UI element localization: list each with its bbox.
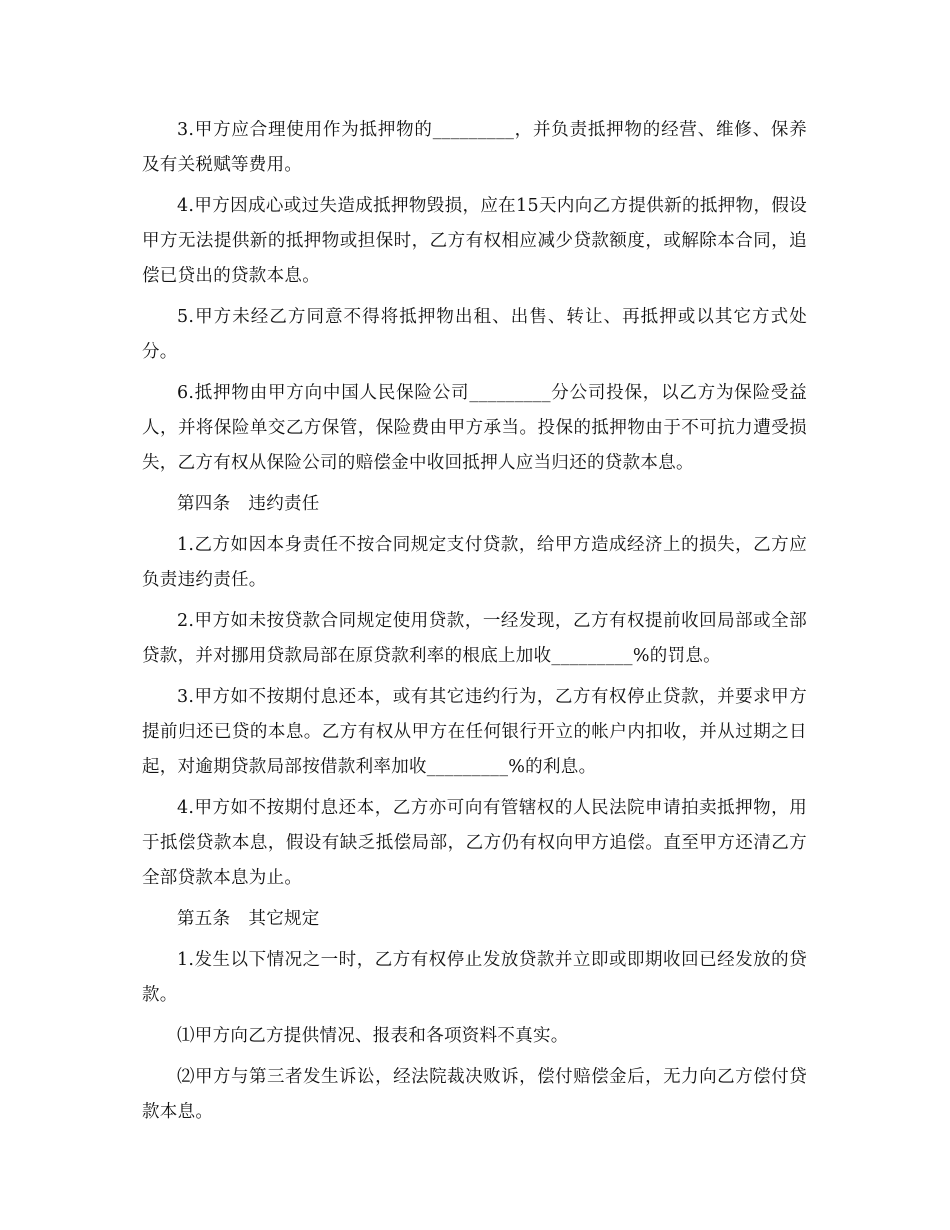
article-5-title: 其它规定: [248, 909, 320, 929]
clause-3-5: 5.甲方未经乙方同意不得将抵押物出租、出售、转让、再抵押或以其它方式处分。: [142, 307, 807, 362]
article-5-number: 第五条: [177, 909, 231, 929]
article-5-heading: [142, 902, 807, 937]
article-4-title: 违约责任: [248, 494, 320, 514]
article-4-heading: [142, 487, 807, 522]
article-4-number: 第四条: [177, 494, 231, 514]
clause-4-3: 3.甲方如不按期付息还本，或有其它违约行为，乙方有权停止贷款，并要求甲方提前归还已贷的本息。乙方有权从甲方在任何银行开立的帐户内扣收，并从过期之日起，对逾期贷款局部按借款利率加收_________%的利息。: [142, 687, 807, 777]
clause-4-4: 4.甲方如不按期付息还本，乙方亦可向有管辖权的人民法院申请拍卖抵押物，用于抵偿贷款本息，假设有缺乏抵偿局部，乙方仍有权向甲方追偿。直至甲方还清乙方全部贷款本息为止。: [142, 798, 807, 888]
document-body: [142, 113, 807, 1136]
clause-4-1: 1.乙方如因本身责任不按合同规定支付贷款，给甲方造成经济上的损失，乙方应负责违约责任。: [142, 535, 807, 590]
clause-4-2: 2.甲方如未按贷款合同规定使用贷款，一经发现，乙方有权提前收回局部或全部贷款，并对挪用贷款局部在原贷款利率的根底上加收_________%的罚息。: [142, 611, 807, 666]
clause-5-1-item-2: ⑵甲方与第三者发生诉讼，经法院裁决败诉，偿付赔偿金后，无力向乙方偿付贷款本息。: [142, 1067, 807, 1122]
clause-3-6: 6.抵押物由甲方向中国人民保险公司_________分公司投保，以乙方为保险受益人，并将保险单交乙方保管，保险费由甲方承当。投保的抵押物由于不可抗力遭受损失，乙方有权从保险公司的赔偿金中收回抵押人应当归还的贷款本息。: [142, 383, 807, 473]
clause-5-1: 1.发生以下情况之一时，乙方有权停止发放贷款并立即或即期收回已经发放的贷款。: [142, 950, 807, 1005]
clause-3-3: 3.甲方应合理使用作为抵押物的_________，并负责抵押物的经营、维修、保养及有关税赋等费用。: [142, 120, 807, 175]
clause-5-1-item-1: ⑴甲方向乙方提供情况、报表和各项资料不真实。: [177, 1026, 569, 1046]
clause-3-4: 4.甲方因成心或过失造成抵押物毁损，应在15天内向乙方提供新的抵押物，假设甲方无法提供新的抵押物或担保时，乙方有权相应减少贷款额度，或解除本合同，追偿已贷出的贷款本息。: [142, 196, 807, 286]
